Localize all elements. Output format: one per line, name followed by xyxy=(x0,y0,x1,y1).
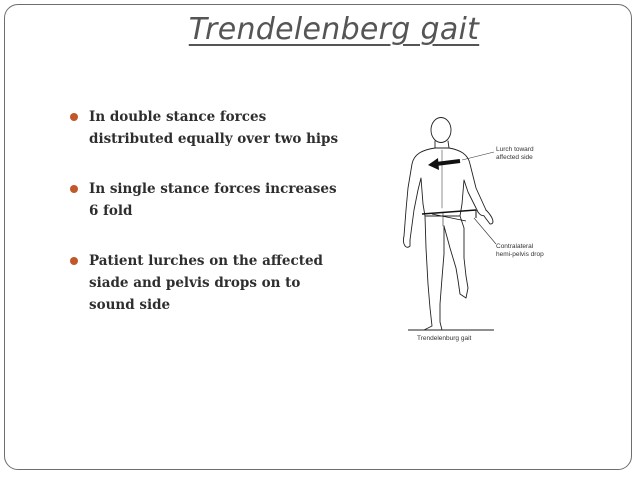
bullet-dot-icon xyxy=(70,113,78,121)
label-lurch-line2: affected side xyxy=(496,154,533,161)
bullet-dot-icon xyxy=(70,257,78,265)
slide-title: Trendelenberg gait xyxy=(188,12,480,47)
label-lurch-line1: Lurch toward xyxy=(496,146,534,153)
gait-figure-svg xyxy=(402,108,582,348)
label-drop-line2: hemi-pelvis drop xyxy=(496,251,544,258)
bullet-item-double-stance xyxy=(70,106,340,150)
label-drop-line1: Contralateral xyxy=(496,243,534,250)
figure-caption: Trendelenburg gait xyxy=(417,335,472,342)
bullet-item-single-stance xyxy=(70,178,340,222)
bullet-dot-icon xyxy=(70,185,78,193)
bullet-item-lurch xyxy=(70,250,340,316)
bullet-text: Patient lurches on the affected siade and pelvis drops on to sound side xyxy=(89,253,323,313)
bullet-text: In single stance forces increases 6 fold xyxy=(89,181,337,219)
bullet-list xyxy=(70,106,340,316)
human-figure-outline xyxy=(403,118,493,331)
bullet-text: In double stance forces distributed equally over two hips xyxy=(89,109,339,147)
trendelenburg-gait-illustration xyxy=(402,108,582,348)
